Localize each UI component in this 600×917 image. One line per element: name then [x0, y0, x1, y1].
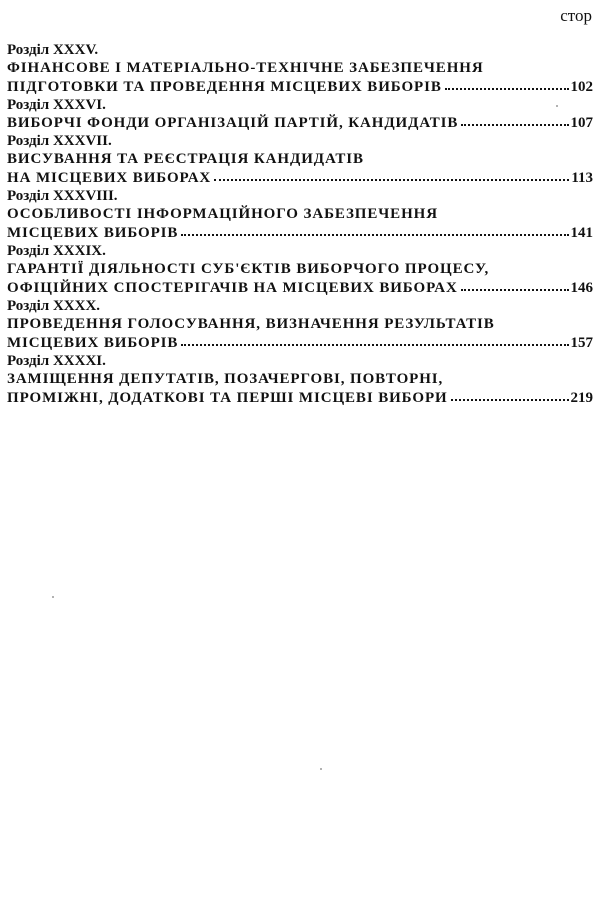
page-number: 146 [570, 280, 593, 296]
section-label: Розділ XXXIX. [7, 243, 106, 259]
toc-entry [7, 188, 593, 243]
entry-title-last-line [7, 279, 593, 298]
page-number: 107 [570, 115, 593, 131]
entry-title-last-line [7, 224, 593, 243]
section-label: Розділ XXXVI. [7, 97, 106, 113]
entry-title-line: ПРОВЕДЕННЯ ГОЛОСУВАННЯ, ВИЗНАЧЕННЯ РЕЗУЛЬТАТІВ [7, 316, 495, 332]
dot-leader [461, 124, 568, 126]
entry-title-line: ОСОБЛИВОСТІ ІНФОРМАЦІЙНОГО ЗАБЕЗПЕЧЕННЯ [7, 206, 438, 222]
entry-title-last-line [7, 169, 593, 188]
entry-title-text: МІСЦЕВИХ ВИБОРІВ [7, 335, 179, 351]
dot-leader [451, 399, 569, 401]
table-of-contents [7, 42, 593, 408]
dot-leader [181, 234, 568, 236]
entry-title-line: ЗАМІЩЕННЯ ДЕПУТАТІВ, ПОЗАЧЕРГОВІ, ПОВТОРНІ, [7, 371, 444, 387]
page-number: 141 [570, 225, 593, 241]
page-number: 113 [571, 170, 593, 186]
entry-title-text: ВИБОРЧІ ФОНДИ ОРГАНІЗАЦІЙ ПАРТІЙ, КАНДИДАТІВ [7, 115, 459, 131]
entry-title-last-line [7, 389, 593, 408]
page-number: 102 [570, 79, 593, 95]
section-label: Розділ XXXXI. [7, 353, 106, 369]
entry-title-text: ОФІЦІЙНИХ СПОСТЕРІГАЧІВ НА МІСЦЕВИХ ВИБОРАХ [7, 280, 458, 296]
section-label: Розділ XXXX. [7, 298, 101, 314]
scan-speck [52, 596, 54, 598]
section-label: Розділ XXXV. [7, 42, 99, 58]
dot-leader [214, 179, 569, 181]
toc-entry [7, 298, 593, 353]
toc-entry [7, 97, 593, 133]
toc-entry [7, 243, 593, 298]
entry-title-text: МІСЦЕВИХ ВИБОРІВ [7, 225, 179, 241]
dot-leader [461, 289, 569, 291]
entry-title-last-line [7, 334, 593, 353]
page-number: 157 [570, 335, 593, 351]
page-number: 219 [570, 390, 593, 406]
toc-entry [7, 133, 593, 188]
dot-leader [445, 88, 569, 90]
scan-speck [556, 105, 558, 107]
dot-leader [181, 344, 568, 346]
entry-title-text: ПІДГОТОВКИ ТА ПРОВЕДЕННЯ МІСЦЕВИХ ВИБОРІВ [7, 79, 442, 95]
entry-title-last-line [7, 114, 593, 133]
entry-title-last-line [7, 78, 593, 97]
entry-title-line: ГАРАНТІЇ ДІЯЛЬНОСТІ СУБ'ЄКТІВ ВИБОРЧОГО ПРОЦЕСУ, [7, 261, 490, 277]
entry-title-text: НА МІСЦЕВИХ ВИБОРАХ [7, 170, 212, 186]
section-label: Розділ XXXVIII. [7, 188, 118, 204]
toc-entry [7, 353, 593, 408]
entry-title-line: ФІНАНСОВЕ І МАТЕРІАЛЬНО-ТЕХНІЧНЕ ЗАБЕЗПЕЧЕННЯ [7, 60, 484, 76]
entry-title-line: ВИСУВАННЯ ТА РЕЄСТРАЦІЯ КАНДИДАТІВ [7, 151, 364, 167]
scan-speck [320, 768, 322, 770]
toc-entry [7, 42, 593, 97]
page-header-label: стор [560, 6, 592, 25]
section-label: Розділ XXXVII. [7, 133, 112, 149]
entry-title-text: ПРОМІЖНІ, ДОДАТКОВІ ТА ПЕРШІ МІСЦЕВІ ВИБОРИ [7, 390, 448, 406]
